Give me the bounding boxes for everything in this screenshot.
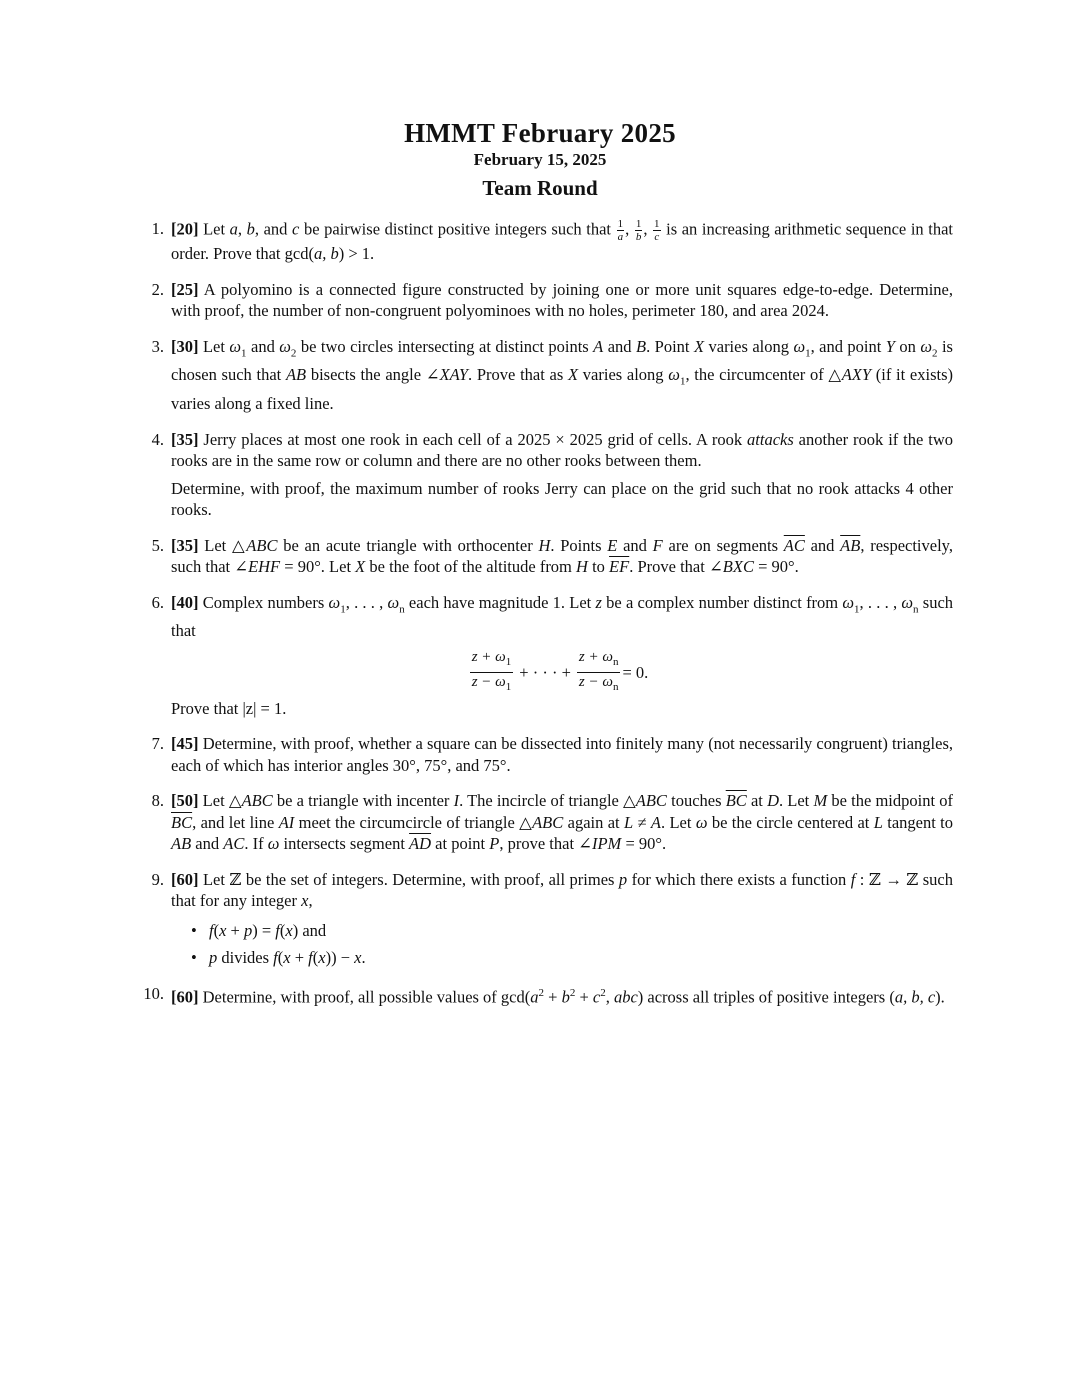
problem-number: 1. — [151, 219, 164, 238]
problem-8: 8. [50] Let △ABC be a triangle with incenter I. The incircle of triangle △ABC touches $\overline{BC}$ at D. Let M be the midpoint of $\overline{BC}$, and let line AI meet the circumcircle of triangle △ABC again at L ≠ A. Let ω be the circle centered at L tangent to AB and AC. If ω intersects segment $\overline{AD}$ at point P, prove that ∠IPM = 90°. — [140, 790, 953, 855]
list-item: • p divides f(x + f(x)) − x. — [209, 947, 953, 969]
round-title: Team Round — [482, 176, 598, 200]
problem-1: 1. [20] Let a, b, and c be pairwise distinct positive integers such that $\frac{1}{a}$ , $\frac{1}{b}$ , $\frac{1}{c}$ is an increasing arithmetic sequence in that order. Prove that gcd(a, b) > 1. — [140, 218, 953, 265]
problem-number: 6. — [151, 592, 164, 612]
problem-points: [20] — [171, 219, 199, 239]
problem-points: [45] — [171, 734, 199, 754]
problem-text: A polyomino is a connected figure constructed by joining one or more unit squares edge-to-edge. Determine, with proof, the number of non-congruent polyominoes with no holes, perimeter 180, and area 2024. — [171, 279, 954, 320]
problem-number: 7. — [151, 734, 164, 754]
problem-points: [40] — [171, 592, 199, 612]
problem-number: 3. — [151, 336, 164, 356]
problem-2 — [140, 279, 953, 322]
problem-number: 4. — [151, 429, 164, 449]
problem-4: 4. [35] Jerry places at most one rook in each cell of a 2025 × 2025 grid of cells. A rook attacks another rook if the two rooks are in the same row or column and there are no other rooks between them. Determine, with proof, the maximum number of rooks Jerry can place on the grid such that no rook attacks 4 other rooks. — [140, 429, 953, 521]
problem-3: 3. [30] Let $\omega_1$ and $\omega_2$ be two circles intersecting at distinct points A and B. Point X varies along $\omega_1$, and point Y on $\omega_2$ is chosen such that AB bisects the angle ∠XAY. Prove that as X varies along $\omega_1$, the circumcenter of △AXY (if it exists) varies along a fixed line. — [140, 336, 953, 415]
problem-number: 8. — [151, 791, 164, 811]
problem-points: [25] — [171, 279, 199, 299]
problem-conclusion: Prove that |z| = 1. — [171, 698, 287, 718]
problem-points: [35] — [171, 429, 199, 449]
problem-number: 10. — [143, 983, 164, 1003]
equation: $\frac{z + \omega_1}{z - \omega_1}$ + · · · + $\frac{z + \omega_n}{z - \omega_n}$ = 0. — [471, 648, 649, 693]
problem-text-2: Determine, with proof, the maximum number of rooks Jerry can place on the grid such that no rook attacks 4 other rooks. — [171, 478, 953, 520]
problem-points: [60] — [171, 987, 199, 1007]
problem-6: 6. [40] Complex numbers $\omega_1$, . . . , $\omega_n$ each have magnitude 1. Let z be a complex number distinct from $\omega_1$, . . . , $\omega_n$ such that $\frac{z + \omega_1}{z - \omega_1}$ + · · · + $\frac{z + \omega_n}{z - \omega_n}$ = 0. Prove that |z| = 1. — [140, 592, 953, 720]
problem-number: 9. — [151, 869, 164, 889]
problem-points: [50] — [171, 791, 199, 811]
problem-7 — [140, 733, 953, 776]
problem-points: [35] — [171, 535, 199, 555]
contest-date: February 15, 2025 — [473, 150, 607, 169]
problem-text: Determine, with proof, whether a square can be dissected into finitely many (not necessarily congruent) triangles, each of which has interior angles 30°, 75°, and 75°. — [171, 734, 954, 775]
page-title: HMMT February 2025 — [404, 118, 676, 148]
problem-number: 2. — [151, 279, 164, 299]
condition-list — [171, 920, 953, 969]
problem-points: [60] — [171, 869, 199, 889]
list-item: • f(x + p) = f(x) and — [209, 920, 953, 942]
problem-10: 10. [60] Determine, with proof, all possible values of $\gcd(a^2 + b^2 + c^2$, abc) across all triples of positive integers (a, b, c). — [140, 983, 953, 1008]
problem-9: 9. [60] Let ℤ be the set of integers. Determine, with proof, all primes p for which there exists a function f : ℤ → ℤ such that for any integer x, • f(x + p) = f(x) and • p divides f(x + f(x)) − x. — [140, 869, 953, 969]
problem-points: [30] — [171, 336, 199, 356]
problem-5: 5. [35] Let △ABC be an acute triangle with orthocenter H. Points E and F are on segments $\overline{AC}$ and $\overline{AB}$, respectively, such that ∠EHF = 90°. Let X be the foot of the altitude from H to $\overline{EF}$. Prove that ∠BXC = 90°. — [140, 535, 953, 578]
problem-number: 5. — [151, 535, 164, 555]
problem-list — [140, 218, 953, 1022]
